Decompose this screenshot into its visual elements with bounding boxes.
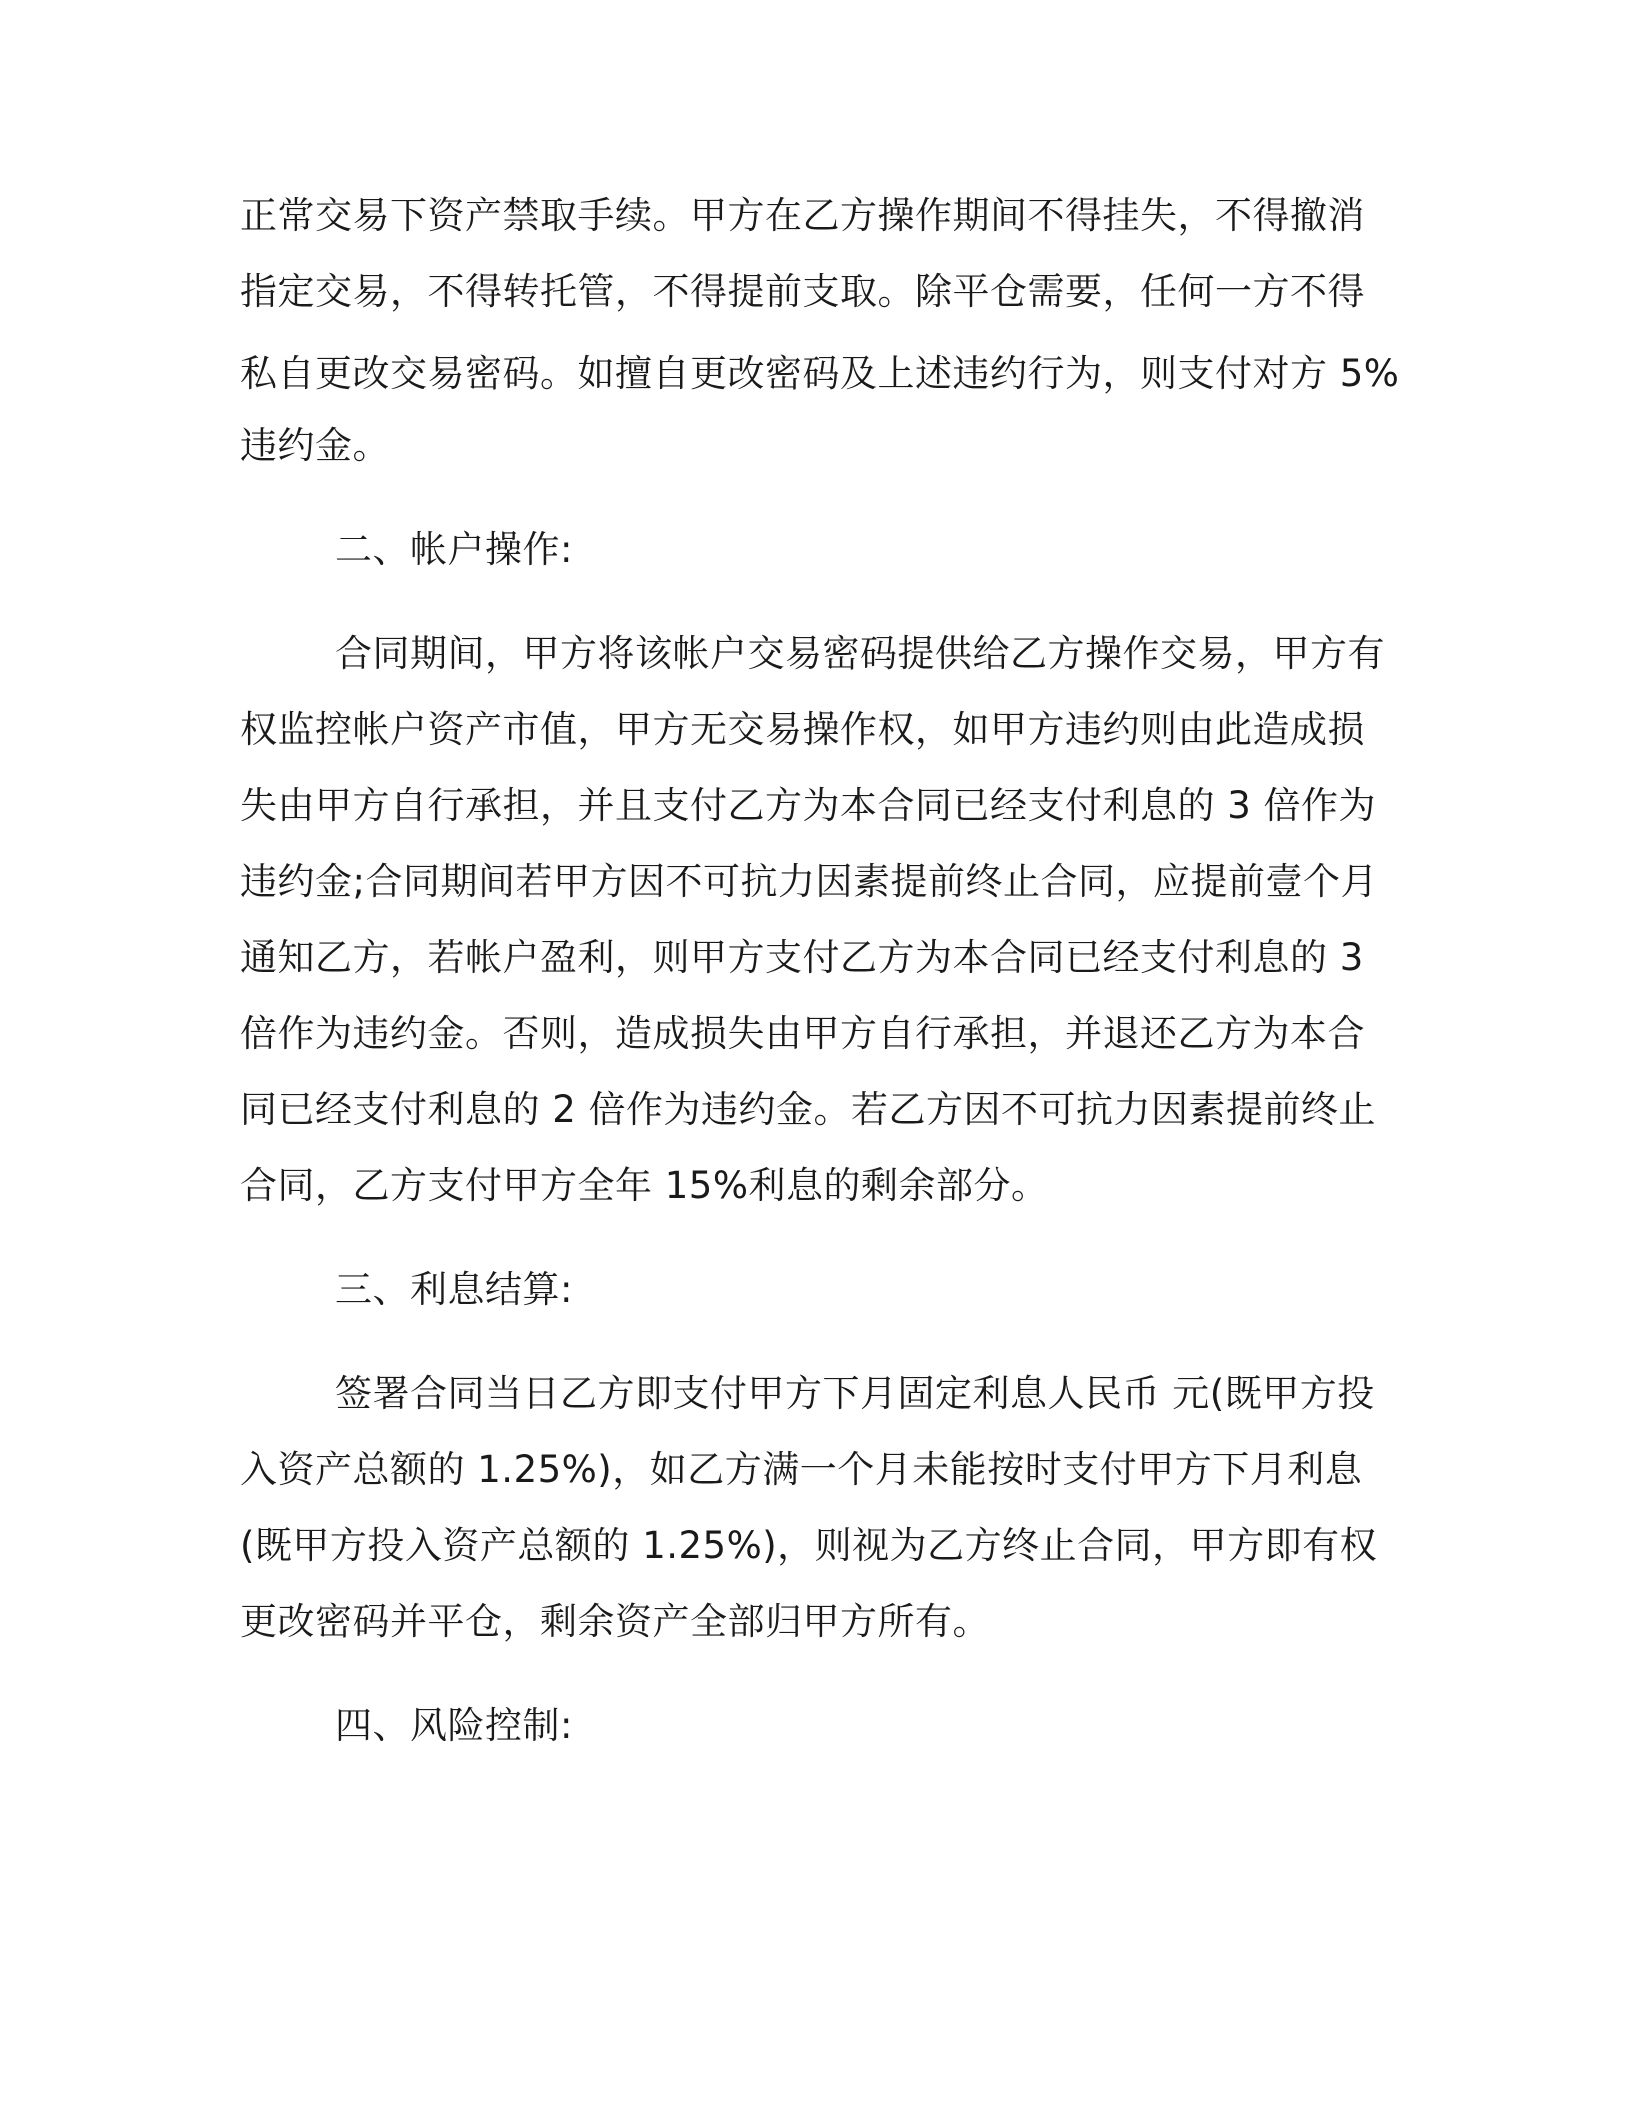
paragraph-line: 违约金;合同期间若甲方因不可抗力因素提前终止合同，应提前壹个月	[240, 860, 1378, 903]
paragraph-line: 同已经支付利息的 2 倍作为违约金。若乙方因不可抗力因素提前终止	[240, 1088, 1377, 1131]
paragraph-line: 违约金。	[240, 424, 390, 467]
paragraph-line: 入资产总额的 1.25%)，如乙方满一个月未能按时支付甲方下月利息	[240, 1448, 1363, 1491]
section-heading-interest-settlement: 三、利息结算:	[335, 1268, 573, 1311]
paragraph-line: 正常交易下资产禁取手续。甲方在乙方操作期间不得挂失，不得撤消	[240, 194, 1365, 237]
paragraph-line: 合同，乙方支付甲方全年 15%利息的剩余部分。	[240, 1164, 1049, 1207]
paragraph-line: 权监控帐户资产市值，甲方无交易操作权，如甲方违约则由此造成损	[240, 708, 1365, 751]
paragraph-line: 合同期间，甲方将该帐户交易密码提供给乙方操作交易，甲方有	[335, 632, 1385, 675]
paragraph-line: 更改密码并平仓，剩余资产全部归甲方所有。	[240, 1600, 990, 1643]
paragraph-line: 私自更改交易密码。如擅自更改密码及上述违约行为，则支付对方 5%	[240, 352, 1400, 395]
section-heading-account-operation: 二、帐户操作:	[335, 528, 573, 571]
paragraph-line: 失由甲方自行承担，并且支付乙方为本合同已经支付利息的 3 倍作为	[240, 784, 1377, 827]
paragraph-line: 倍作为违约金。否则，造成损失由甲方自行承担，并退还乙方为本合	[240, 1012, 1365, 1055]
section-heading-risk-control: 四、风险控制:	[335, 1704, 573, 1747]
paragraph-line: 通知乙方，若帐户盈利，则甲方支付乙方为本合同已经支付利息的 3	[240, 936, 1364, 979]
paragraph-line: 指定交易，不得转托管，不得提前支取。除平仓需要，任何一方不得	[240, 270, 1365, 313]
paragraph-line: (既甲方投入资产总额的 1.25%)，则视为乙方终止合同，甲方即有权	[240, 1524, 1378, 1567]
paragraph-line: 签署合同当日乙方即支付甲方下月固定利息人民币 元(既甲方投	[335, 1372, 1375, 1415]
